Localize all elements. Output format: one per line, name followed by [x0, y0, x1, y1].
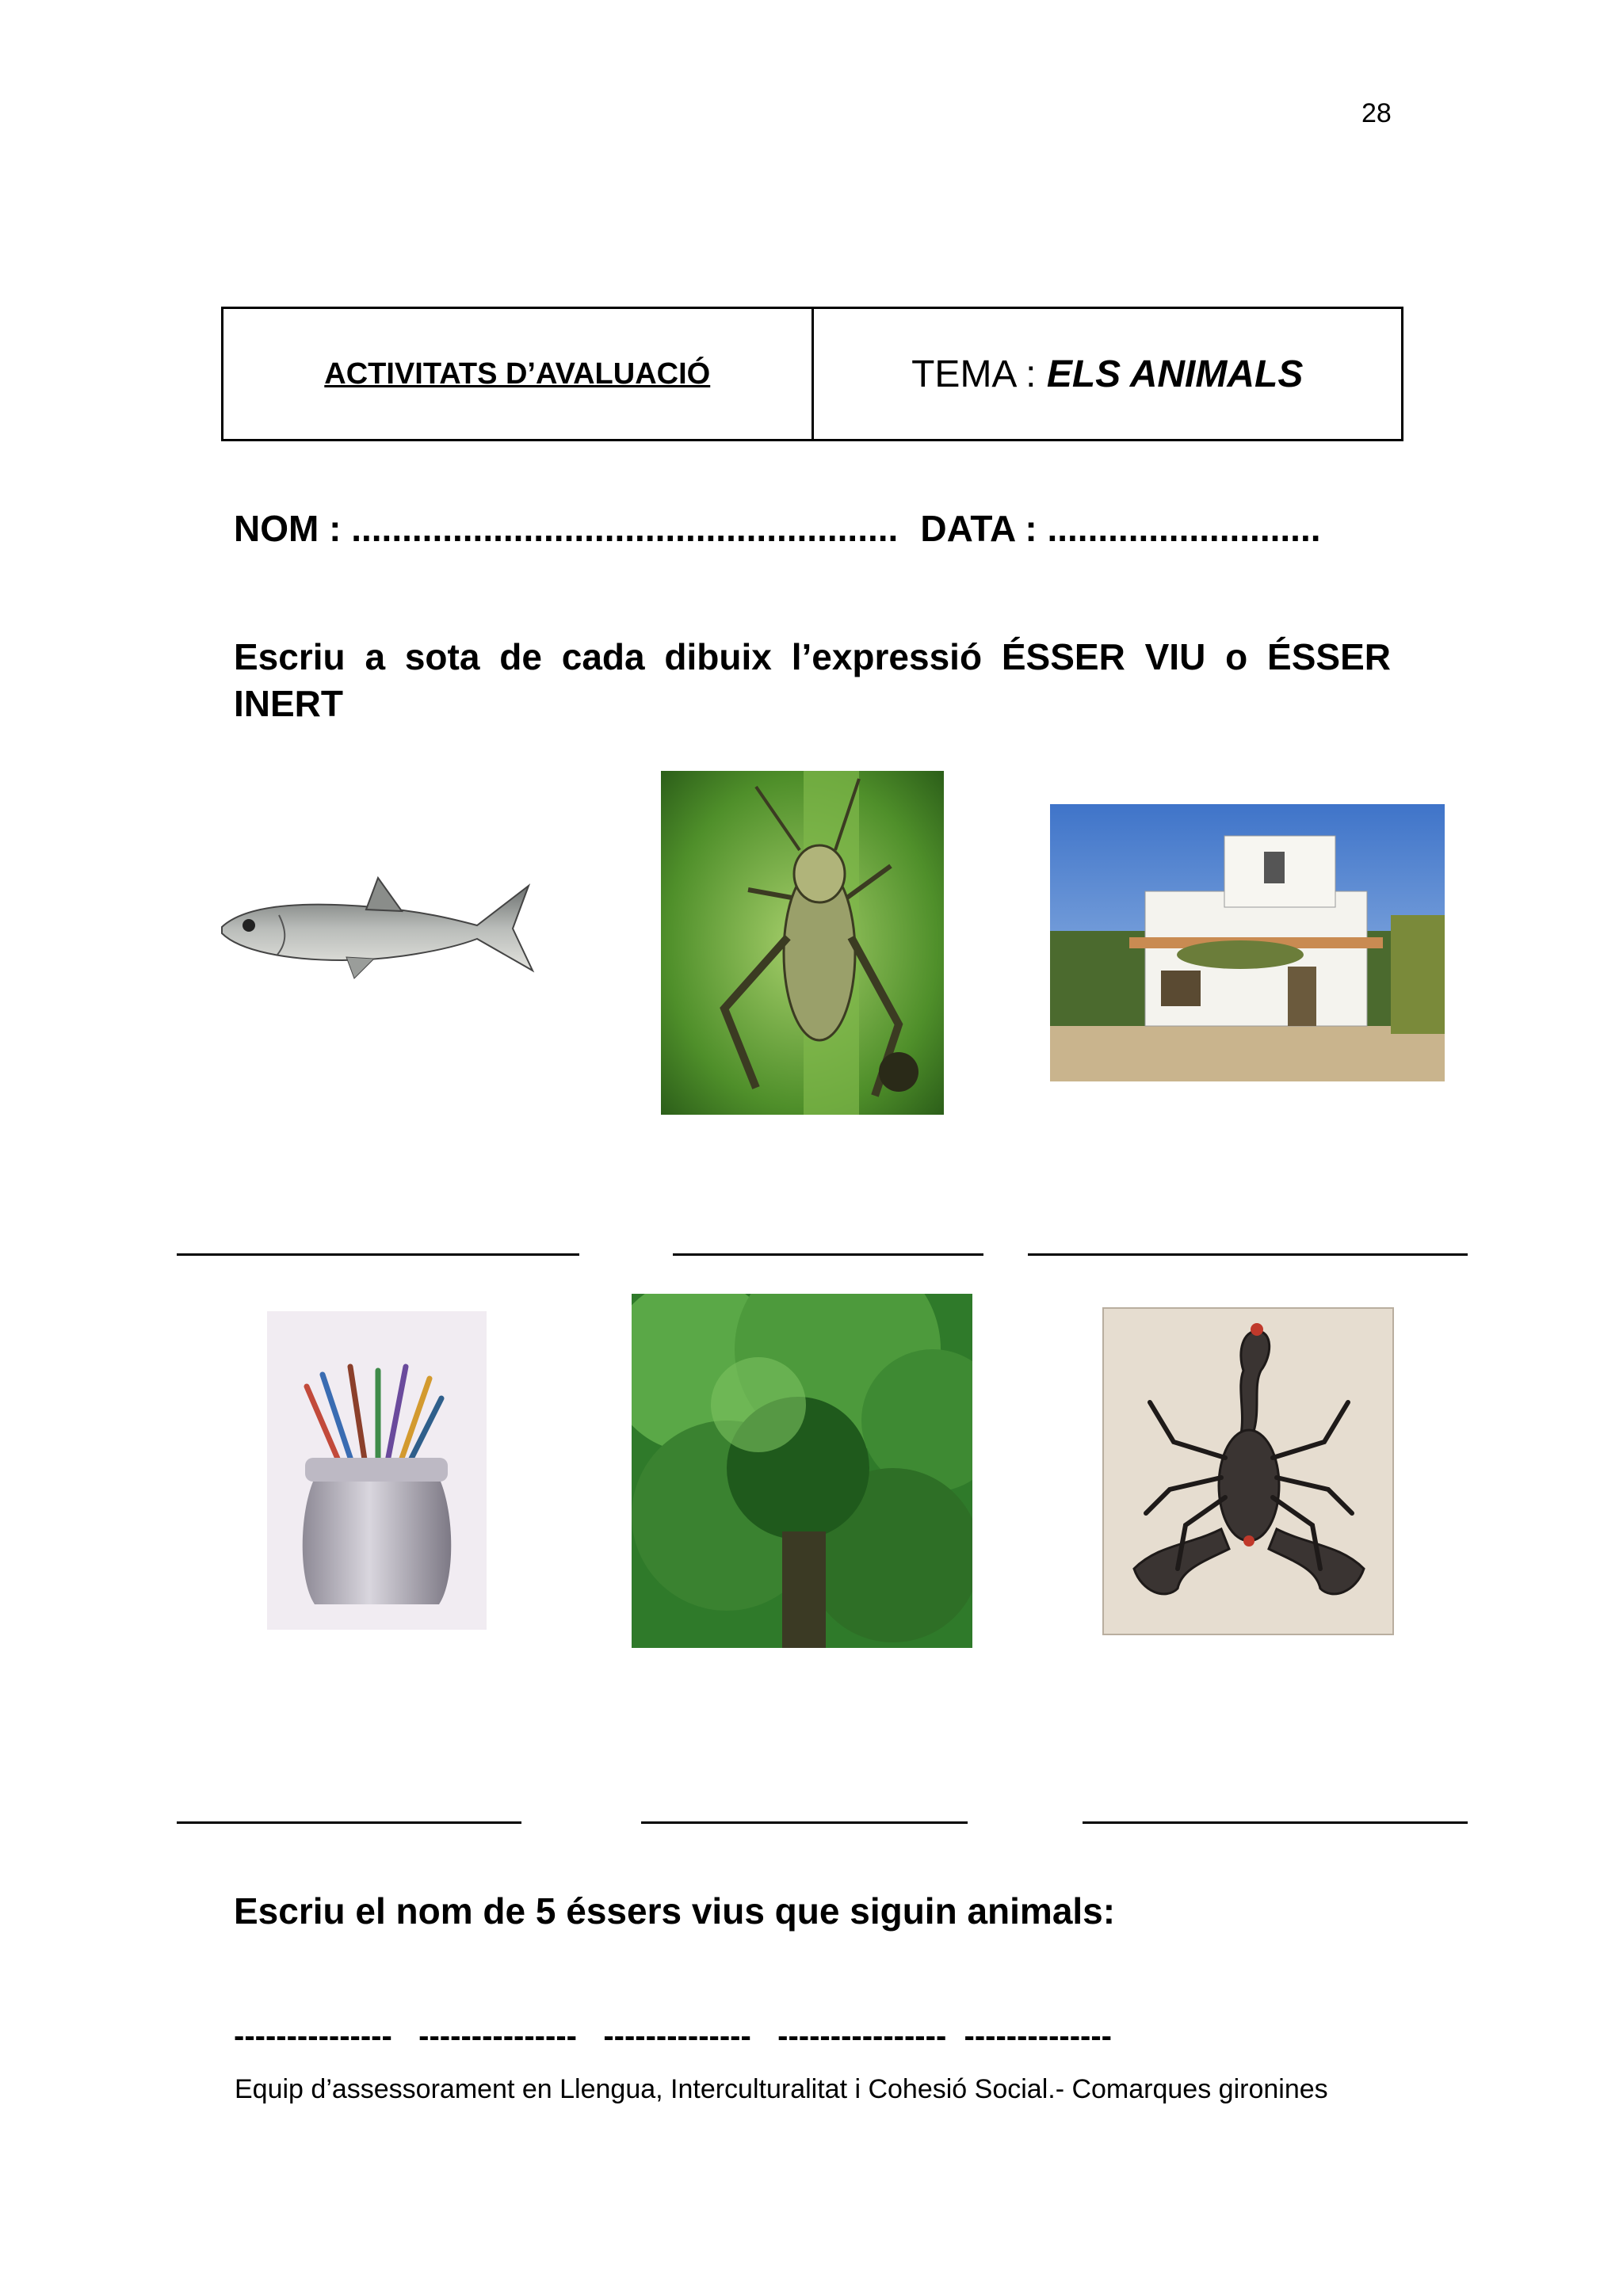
animal-answer-row: [234, 2019, 1112, 2054]
theme-title: [911, 353, 1303, 396]
page-number: 28: [1361, 98, 1392, 128]
house-picture: [1050, 804, 1445, 1081]
header-table: [221, 307, 1403, 441]
date-field[interactable]: DATA : ...........................: [920, 508, 1321, 549]
instruction-text: Escriu a sota de cada dibuix l’expressió ÉSSER VIU o ÉSSER INERT: [234, 636, 1391, 724]
name-field[interactable]: NOM : ......................................................: [234, 508, 899, 549]
animal-answer-1[interactable]: ---------------: [234, 2019, 392, 2054]
theme-cell: [812, 309, 1402, 439]
answer-line-1[interactable]: [177, 1253, 579, 1256]
question-five-animals: Escriu el nom de 5 éssers vius que siguin animals:: [234, 1890, 1116, 1932]
animal-answer-5[interactable]: --------------: [964, 2019, 1112, 2054]
animal-answer-4[interactable]: ----------------: [777, 2019, 947, 2054]
animal-answer-2[interactable]: ---------------: [418, 2019, 577, 2054]
answer-line-6[interactable]: [1083, 1821, 1468, 1824]
activities-cell: [223, 309, 812, 439]
grasshopper-picture: [661, 771, 944, 1115]
fish-picture: [216, 871, 540, 990]
answer-line-2[interactable]: [673, 1253, 983, 1256]
scorpion-picture: [1102, 1307, 1394, 1635]
activities-title: ACTIVITATS D’AVALUACIÓ: [324, 357, 711, 391]
name-date-line: [234, 507, 1321, 550]
answer-line-5[interactable]: [641, 1821, 968, 1824]
theme-value: ELS ANIMALS: [1046, 353, 1304, 395]
theme-label: TEMA :: [911, 353, 1047, 395]
tree-picture: [632, 1294, 972, 1648]
answer-line-3[interactable]: [1028, 1253, 1468, 1256]
pencil-jar-picture: [267, 1311, 487, 1630]
answer-line-4[interactable]: [177, 1821, 521, 1824]
animal-answer-3[interactable]: --------------: [603, 2019, 751, 2054]
footer-text: Equip d’assessorament en Llengua, Interculturalitat i Cohesió Social.- Comarques gironines: [235, 2074, 1328, 2104]
